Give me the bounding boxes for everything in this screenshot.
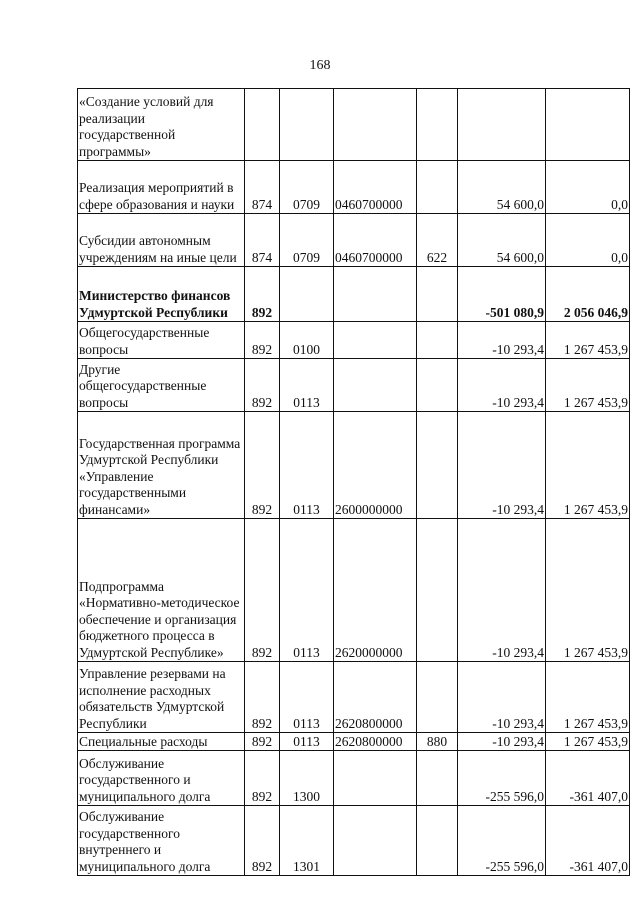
- amount-1: -10 293,4: [458, 519, 546, 662]
- row-name: Государственная программа Удмуртской Республики «Управление государственными финансами»: [78, 412, 245, 519]
- expense-type-code: [417, 662, 458, 733]
- expense-type-code: [417, 359, 458, 412]
- section-code: 1300: [280, 751, 334, 806]
- row-name: Обслуживание государственного внутреннего и муниципального долга: [78, 806, 245, 876]
- amount-2: 1 267 453,9: [546, 359, 630, 412]
- expense-type-code: [417, 267, 458, 322]
- expense-type-code: [417, 806, 458, 876]
- target-code: 2620000000: [334, 519, 417, 662]
- amount-2: 1 267 453,9: [546, 519, 630, 662]
- target-code: [334, 806, 417, 876]
- ministry-code: 892: [245, 751, 280, 806]
- table-row: [78, 214, 630, 267]
- target-code: [334, 322, 417, 359]
- ministry-code: 892: [245, 519, 280, 662]
- section-code: [280, 267, 334, 322]
- amount-1: -10 293,4: [458, 359, 546, 412]
- section-code: 0100: [280, 322, 334, 359]
- amount-1: -255 596,0: [458, 806, 546, 876]
- amount-1: -501 080,9: [458, 267, 546, 322]
- expense-type-code: [417, 89, 458, 161]
- section-code: 0113: [280, 662, 334, 733]
- page-number: 168: [309, 58, 331, 73]
- table-row: [78, 662, 630, 733]
- amount-2: 1 267 453,9: [546, 662, 630, 733]
- amount-1: 54 600,0: [458, 161, 546, 214]
- row-name: Обслуживание государственного и муниципального долга: [78, 751, 245, 806]
- table-row: [78, 751, 630, 806]
- amount-2: 1 267 453,9: [546, 322, 630, 359]
- ministry-code: 874: [245, 214, 280, 267]
- ministry-code: 892: [245, 662, 280, 733]
- table-row: [78, 806, 630, 876]
- table-row: [78, 359, 630, 412]
- section-code: 1301: [280, 806, 334, 876]
- row-name: Министерство финансов Удмуртской Республики: [78, 267, 245, 322]
- ministry-code: [245, 89, 280, 161]
- ministry-code: 892: [245, 733, 280, 751]
- amount-2: 0,0: [546, 214, 630, 267]
- amount-1: -255 596,0: [458, 751, 546, 806]
- target-code: [334, 267, 417, 322]
- section-code: 0113: [280, 519, 334, 662]
- row-name: Субсидии автономным учреждениям на иные цели: [78, 214, 245, 267]
- target-code: 0460700000: [334, 161, 417, 214]
- amount-1: 54 600,0: [458, 214, 546, 267]
- ministry-code: 874: [245, 161, 280, 214]
- section-code: 0113: [280, 733, 334, 751]
- expense-type-code: 622: [417, 214, 458, 267]
- target-code: 2620800000: [334, 733, 417, 751]
- amount-1: -10 293,4: [458, 733, 546, 751]
- ministry-code: 892: [245, 806, 280, 876]
- section-code: 0709: [280, 161, 334, 214]
- row-name: Общегосударственные вопросы: [78, 322, 245, 359]
- expense-type-code: [417, 322, 458, 359]
- amount-1: [458, 89, 546, 161]
- amount-2: -361 407,0: [546, 806, 630, 876]
- ministry-code: 892: [245, 412, 280, 519]
- amount-2: 2 056 046,9: [546, 267, 630, 322]
- target-code: [334, 89, 417, 161]
- amount-2: [546, 89, 630, 161]
- expense-type-code: [417, 519, 458, 662]
- table-row: [78, 412, 630, 519]
- target-code: 2620800000: [334, 662, 417, 733]
- section-code: [280, 89, 334, 161]
- table-row: [78, 519, 630, 662]
- amount-1: -10 293,4: [458, 322, 546, 359]
- ministry-code: 892: [245, 267, 280, 322]
- target-code: 0460700000: [334, 214, 417, 267]
- section-code: 0113: [280, 412, 334, 519]
- target-code: 2600000000: [334, 412, 417, 519]
- amount-1: -10 293,4: [458, 662, 546, 733]
- target-code: [334, 751, 417, 806]
- row-name: Управление резервами на исполнение расходных обязательств Удмуртской Республики: [78, 662, 245, 733]
- row-name: Подпрограмма «Нормативно-методическое обеспечение и организация бюджетного процесса в Удмуртской Республике»: [78, 519, 245, 662]
- target-code: [334, 359, 417, 412]
- expense-type-code: 880: [417, 733, 458, 751]
- expense-type-code: [417, 751, 458, 806]
- table-row: [78, 267, 630, 322]
- table-row: [78, 733, 630, 751]
- ministry-code: 892: [245, 359, 280, 412]
- amount-1: -10 293,4: [458, 412, 546, 519]
- amount-2: 1 267 453,9: [546, 412, 630, 519]
- row-name: Специальные расходы: [78, 733, 245, 751]
- section-code: 0709: [280, 214, 334, 267]
- amount-2: -361 407,0: [546, 751, 630, 806]
- section-code: 0113: [280, 359, 334, 412]
- expense-type-code: [417, 412, 458, 519]
- row-name: Реализация мероприятий в сфере образования и науки: [78, 161, 245, 214]
- budget-table: [77, 88, 630, 876]
- row-name: «Создание условий для реализации государственной программы»: [78, 89, 245, 161]
- expense-type-code: [417, 161, 458, 214]
- table-row: [78, 89, 630, 161]
- row-name: Другие общегосударственные вопросы: [78, 359, 245, 412]
- ministry-code: 892: [245, 322, 280, 359]
- table-row: [78, 322, 630, 359]
- amount-2: 1 267 453,9: [546, 733, 630, 751]
- table-row: [78, 161, 630, 214]
- amount-2: 0,0: [546, 161, 630, 214]
